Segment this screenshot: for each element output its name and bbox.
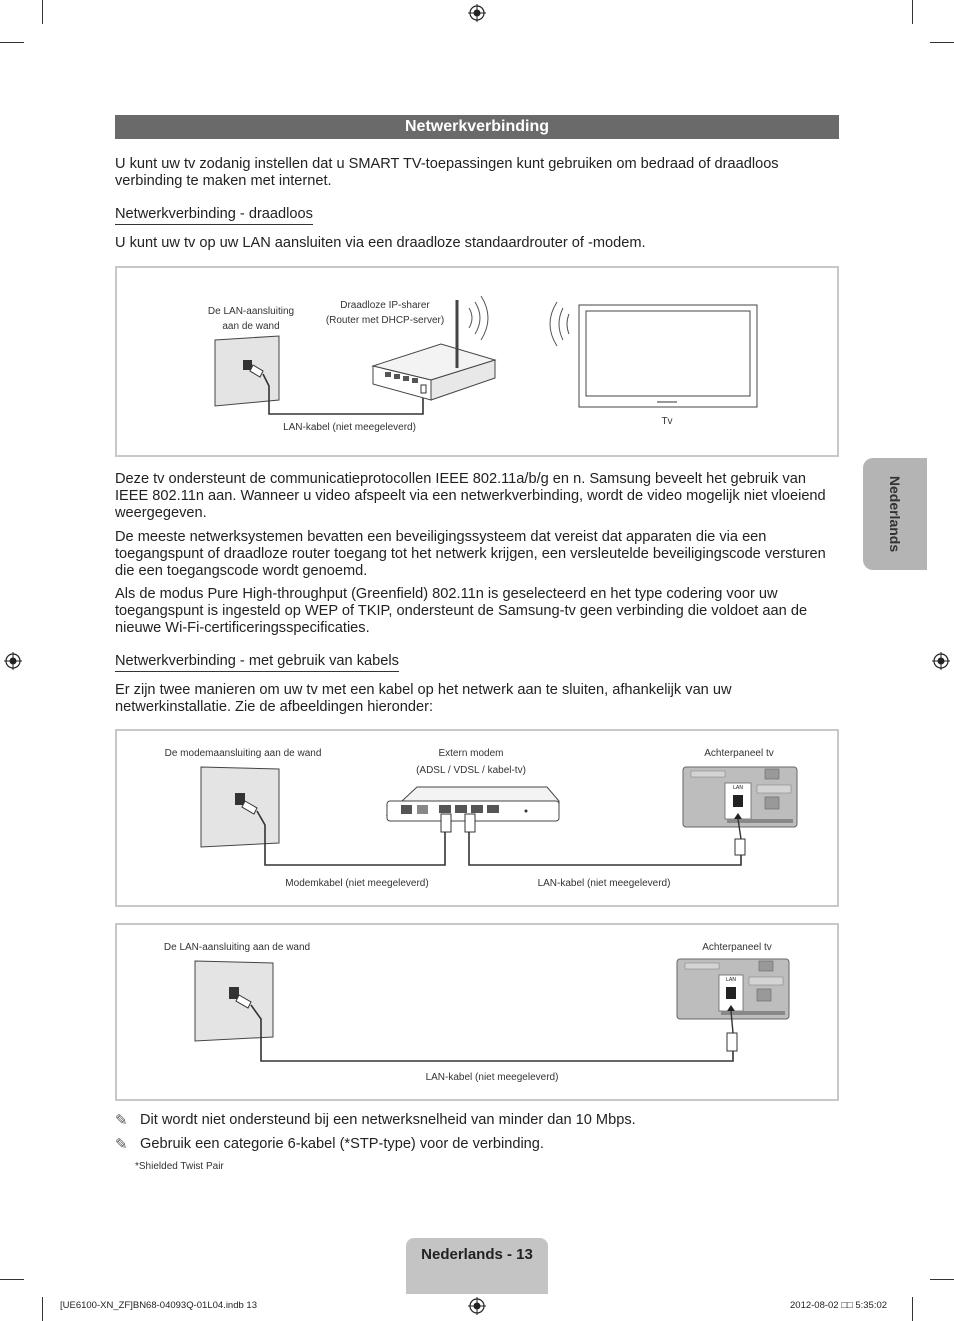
wireless-illustration [117,268,837,455]
wired-lead: Er zijn twee manieren om uw tv met een kabel op het netwerk aan te sluiten, afhankelijk van uw netwerkinstallatie. Zie de afbeeldingen hieronder: [115,682,732,715]
intro-paragraph: U kunt uw tv zodanig instellen dat u SMART TV-toepassingen kunt gebruiken om bedraad of draadloos verbinding te maken met internet. [115,156,779,189]
wired-direct-illustration [117,925,837,1099]
registration-mark-icon [4,652,22,670]
note-speed: Dit wordt niet ondersteund bij een netwerksnelheid van minder dan 10 Mbps. [140,1112,636,1128]
modem-wall-label: De modemaansluiting aan de wand [164,748,322,759]
crop-mark [912,1297,913,1321]
language-side-tab: Nederlands [863,458,927,570]
pencil-note-icon: ✎ [115,1112,128,1129]
pencil-note-icon: ✎ [115,1136,128,1153]
crop-mark [0,42,24,43]
panel-label: Achterpaneel tv [702,942,772,953]
panel-label: Achterpaneel tv [704,748,774,759]
page-title: Netwerkverbinding [115,115,839,139]
wireless-heading: Netwerkverbinding - draadloos [115,206,313,225]
protocol-paragraph: Deze tv ondersteunt de communicatieprotocollen IEEE 802.11a/b/g en n. Samsung beveelt het gebruik van IEEE 802.11n aan. Wanneer u video afspeelt via een netwerkverbinding, wordt de video mogelijk niet vloeiend weergegeven. [115,471,826,521]
wired-modem-diagram [115,729,839,907]
wireless-diagram [115,266,839,457]
print-timestamp: 2012-08-02 □□ 5:35:02 [790,1300,888,1311]
lan-cable-label: LAN-kabel (niet meegeleverd) [283,422,416,433]
wired-heading: Netwerkverbinding - met gebruik van kabels [115,653,399,672]
registration-mark-icon [468,1297,486,1315]
file-slug: [UE6100-XN_ZF]BN68-04093Q-01L04.indb 13 [60,1300,257,1311]
svg-text:LAN: LAN [725,977,737,983]
registration-mark-icon [932,652,950,670]
modem-label: Extern modem (ADSL / VDSL / kabel-tv) [416,748,526,776]
crop-mark [930,42,954,43]
greenfield-paragraph: Als de modus Pure High-throughput (Greenfield) 802.11n is geselecteerd en het type codering voor uw toegangspunt is ingesteld op WEP of TKIP, ondersteunt de Samsung-tv geen verbinding die voldoet aan de nieuwe Wi-Fi-certificeringsspecificaties. [115,586,808,636]
lan-cable-label: LAN-kabel (niet meegeleverd) [425,1072,559,1083]
registration-mark-icon [468,4,486,22]
wired-direct-diagram [115,923,839,1101]
crop-mark [0,1279,24,1280]
svg-text:LAN: LAN [732,785,744,791]
wireless-lead: U kunt uw tv op uw LAN aansluiten via een draadloze standaardrouter of -modem. [115,235,646,251]
crop-mark [912,0,913,24]
security-paragraph: De meeste netwerksystemen bevatten een beveiligingssysteem dat vereist dat apparaten die via een toegangspunt of draadloze router toegang tot het netwerk krijgen, een versleutelde beveiligingscode versturen die een toegangscode wordt genoemd. [115,529,826,579]
tv-label: Tv [661,416,673,427]
wall-label: De LAN-aansluiting aan de wand [207,306,295,332]
crop-mark [42,1297,43,1321]
crop-mark [42,0,43,24]
wired-modem-illustration [117,731,837,905]
lan-wall-label: De LAN-aansluiting aan de wand [163,942,311,953]
crop-mark [930,1279,954,1280]
lan-cable-label: LAN-kabel (niet meegeleverd) [537,878,671,889]
page-number-tab: Nederlands - 13 [406,1238,548,1294]
modem-cable-label: Modemkabel (niet meegeleverd) [285,878,429,889]
router-label: Draadloze IP-sharer (Router met DHCP-server) [325,300,445,326]
footnote: *Shielded Twist Pair [135,1161,224,1172]
note-cable: Gebruik een categorie 6-kabel (*STP-type) voor de verbinding. [140,1136,544,1152]
